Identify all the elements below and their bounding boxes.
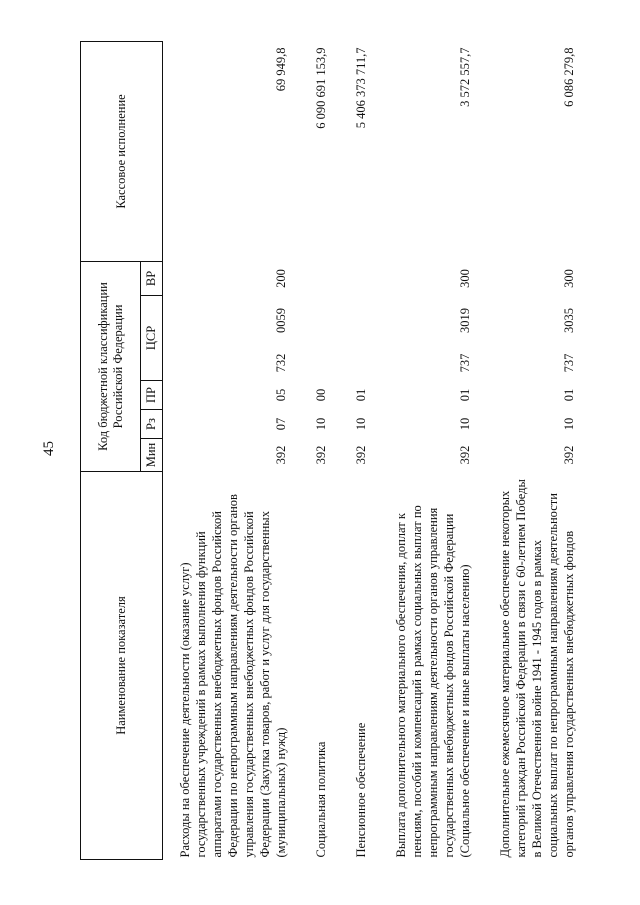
- cell-csr-1: 732: [274, 353, 288, 373]
- cell-pr: 01: [354, 388, 368, 402]
- cell-vr: 300: [458, 269, 472, 288]
- cell-vr: 300: [562, 269, 576, 288]
- cell-csr-1: 737: [458, 353, 472, 373]
- cell-amount: 5 406 373 711,7: [354, 47, 368, 129]
- cell-amount: 69 949,8: [274, 47, 288, 92]
- column-header-rz: Рз: [141, 410, 163, 439]
- cell-pr: 01: [458, 388, 472, 402]
- cell-csr-1: [339, 346, 379, 381]
- cell-amount: 6 086 279,8: [562, 47, 576, 107]
- table-row: [483, 41, 587, 859]
- cell-min: 392: [458, 445, 472, 465]
- cell-min: 392: [274, 445, 288, 465]
- table-row: [339, 41, 379, 859]
- cell-vr: 200: [274, 269, 288, 288]
- cell-rz: 10: [458, 417, 472, 431]
- cell-csr-2: [339, 296, 379, 346]
- row-name: Пенсионное обеспечение: [354, 722, 368, 858]
- row-name: Социальная политика: [314, 741, 328, 858]
- row-name: Дополнительное ежемесячное материальное обеспечение некоторых категорий граждан Российской Федерации в связи с 60-летием Победы в Великой Отечественной войне 1941 - 1945 годов в рамках социальных выплат по непрограммным направлениям деятельности органов управления государственных внебюджетных фондов: [498, 479, 576, 858]
- cell-min: 392: [562, 445, 576, 465]
- budget-table: [80, 41, 587, 860]
- column-header-pr: ПР: [141, 381, 163, 410]
- cell-min: 392: [354, 445, 368, 465]
- cell-rz: 10: [354, 417, 368, 431]
- cell-rz: 10: [314, 417, 328, 431]
- column-header-name: Наименование показателя: [81, 472, 163, 860]
- cell-csr-2: 0059: [274, 308, 288, 333]
- rotated-table-region: [80, 42, 576, 860]
- column-header-csr: ЦСР: [141, 296, 163, 381]
- cell-amount: 3 572 557,7: [458, 47, 472, 107]
- cell-pr: 01: [562, 388, 576, 402]
- row-name: Выплата дополнительного материального обеспечения, доплат к пенсиям, пособий и компенсаций в рамках социальных выплат по непрограммным направлениям деятельности органов управления государственных внебюджетных фондов Российской Федерации (Социальное обеспечение и иные выплаты населению): [394, 505, 472, 858]
- table-row: [163, 41, 300, 859]
- cell-csr-1: 737: [562, 353, 576, 373]
- page-number: 45: [41, 441, 57, 456]
- row-name: Расходы на обеспечение деятельности (оказание услуг) государственных учреждений в рамках выполнения функций аппаратами государственных внебюджетных фондов Российской Федерации по непрограммным направлениям деятельности органов управления государственных внебюджетных фондов Российской Федерации (Закупка товаров, работ и услуг для государственных (муниципальных) нужд): [178, 494, 288, 858]
- cell-rz: 07: [274, 417, 288, 431]
- cell-min: 392: [314, 445, 328, 465]
- column-header-min: Мин: [141, 439, 163, 472]
- cell-pr: 00: [314, 388, 328, 402]
- cell-rz: 10: [562, 417, 576, 431]
- column-header-execution: Кассовое исполнение: [81, 41, 163, 261]
- cell-csr-2: 3019: [458, 308, 472, 333]
- column-header-code-group: Код бюджетной классификации Российской Федерации: [81, 261, 141, 471]
- cell-csr-2: [299, 296, 339, 346]
- cell-amount: 6 090 691 153,9: [314, 47, 328, 129]
- cell-pr: 05: [274, 388, 288, 402]
- cell-vr: [299, 261, 339, 295]
- cell-csr-2: 3035: [562, 308, 576, 333]
- table-row: [299, 41, 339, 859]
- table-row: [379, 41, 483, 859]
- cell-vr: [339, 261, 379, 295]
- cell-csr-1: [299, 346, 339, 381]
- column-header-vr: ВР: [141, 261, 163, 295]
